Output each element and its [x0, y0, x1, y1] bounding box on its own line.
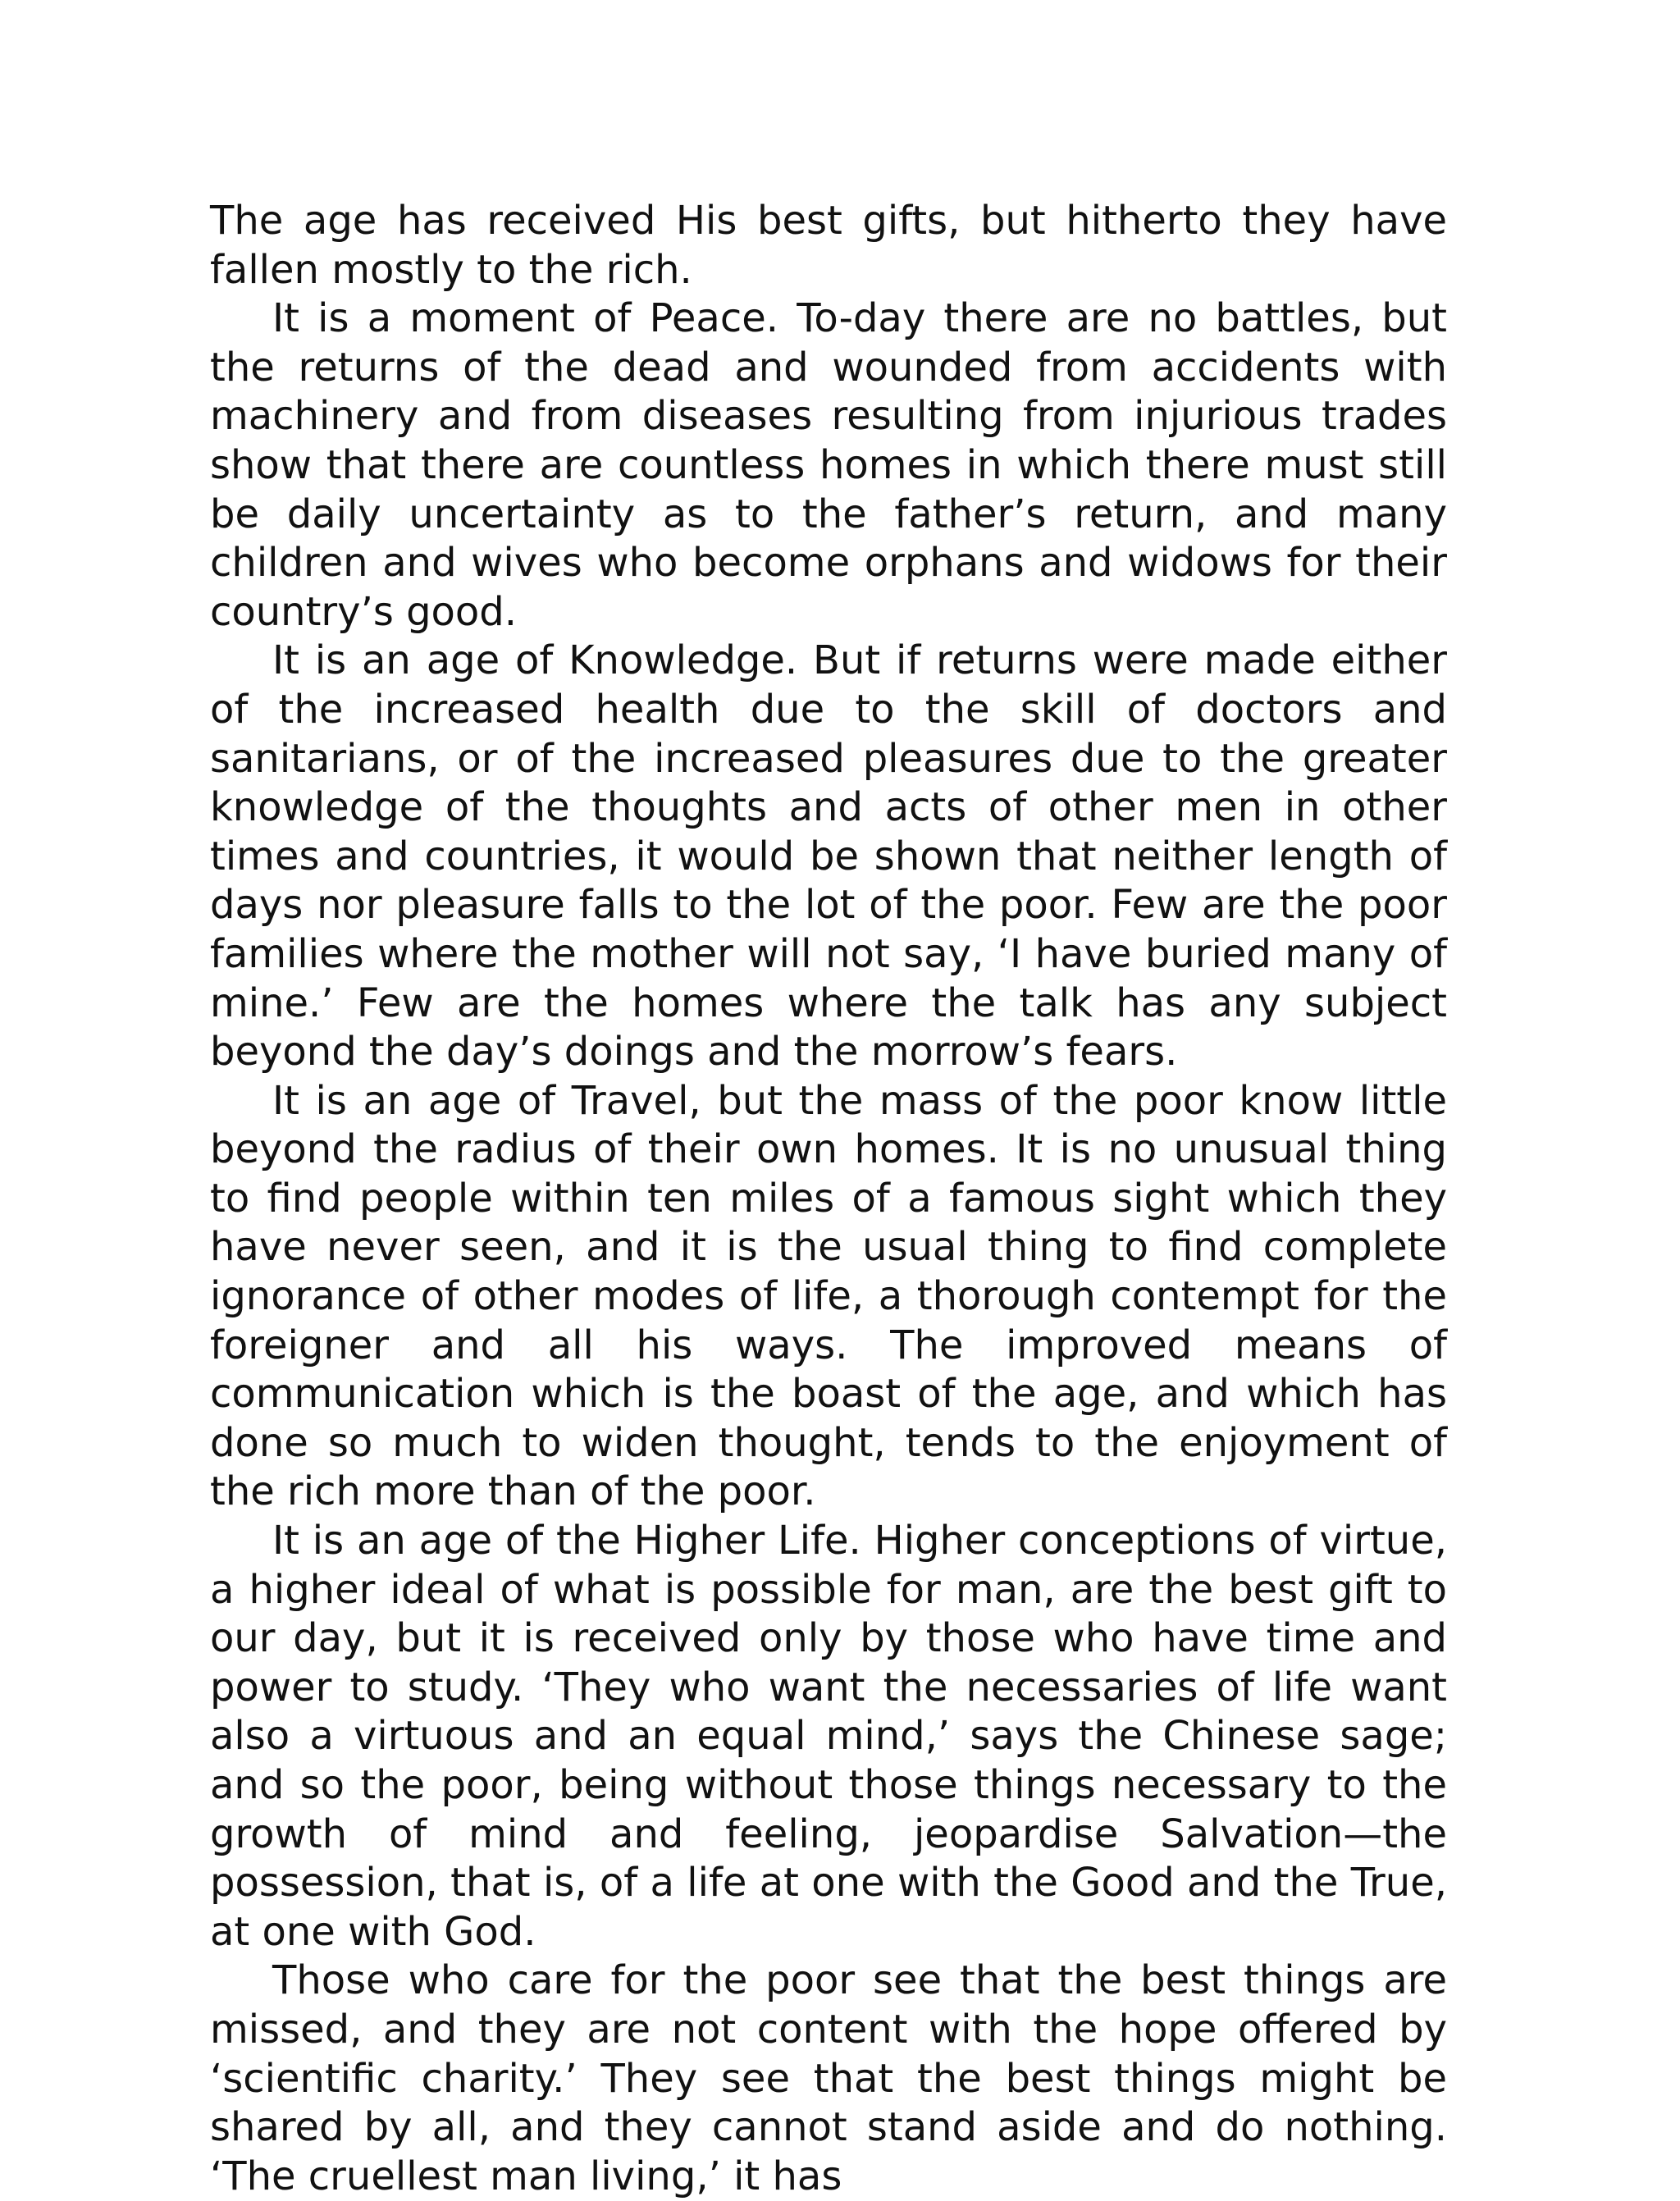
paragraph-3: It is an age of Knowledge. But if returns were made either of the increased health due to the skill of doctors and sanitarians, or of the increased pleasures due to the greater knowledge of the thoughts and acts of other men in other times and countries, it would be shown that neither length of days nor pleasure falls to the lot of the poor. Few are the poor families where the mother will not say, ‘I have buried many of mine.’ Few are the homes where the talk has any subject beyond the day’s doings and the morrow’s fears. [210, 637, 1447, 1075]
document-page [210, 197, 1447, 2201]
paragraph-5: It is an age of the Higher Life. Higher conceptions of virtue, a higher ideal of what is possible for man, are the best gift to our day, but it is received only by those who have time and power to study. ‘They who want the necessaries of life want also a virtuous and an equal mind,’ says the Chinese sage; and so the poor, being without those things necessary to the growth of mind and feeling, jeopardise Salvation—the possession, that is, of a life at one with the Good and the True, at one with God. [210, 1518, 1447, 1955]
paragraph-1: The age has received His best gifts, but hitherto they have fallen mostly to the rich. [210, 198, 1447, 293]
paragraph-2: It is a moment of Peace. To-day there are no battles, but the returns of the dead and wounded from accidents with machinery and from diseases resulting from injurious trades show that there are countless homes in which there must still be daily uncertainty as to the father’s return, and many children and wives who become orphans and widows for their country’s good. [210, 295, 1447, 635]
paragraph-6: Those who care for the poor see that the best things are missed, and they are not content with the hope offered by ‘scientific charity.’ They see that the best things might be shared by all, and they cannot stand aside and do nothing. ‘The cruellest man living,’ it has [210, 1957, 1447, 2199]
paragraph-4: It is an age of Travel, but the mass of the poor know little beyond the radius of their own homes. It is no unusual thing to find people within ten miles of a famous sight which they have never seen, and it is the usual thing to find complete ignorance of other modes of life, a thorough contempt for the foreigner and all his ways. The improved means of communication which is the boast of the age, and which has done so much to widen thought, tends to the enjoyment of the rich more than of the poor. [210, 1077, 1447, 1515]
